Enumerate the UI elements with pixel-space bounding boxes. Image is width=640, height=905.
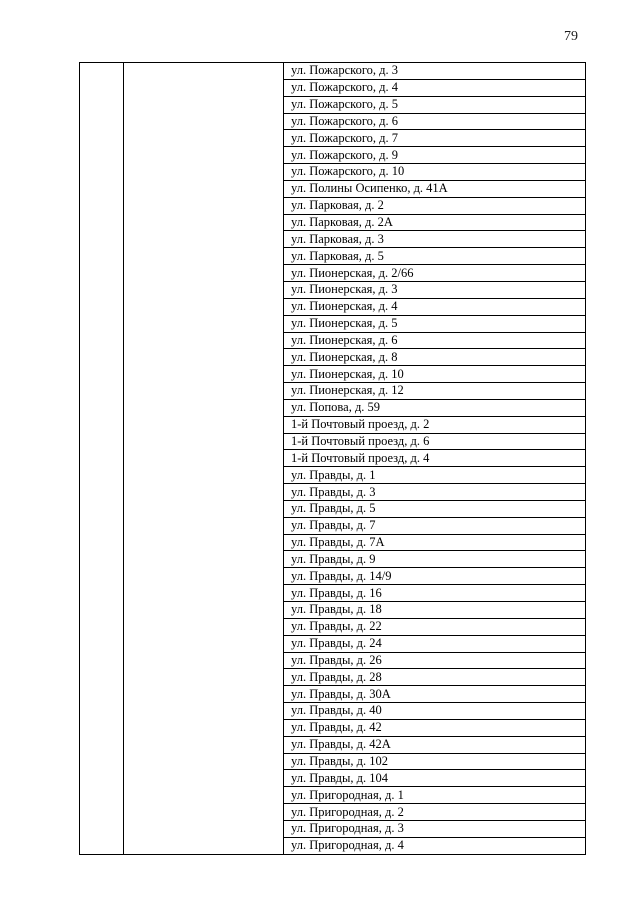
address-cell: ул. Пионерская, д. 12 bbox=[284, 383, 586, 400]
address-cell: ул. Правды, д. 9 bbox=[284, 551, 586, 568]
address-cell: ул. Пригородная, д. 4 bbox=[284, 837, 586, 854]
address-cell: ул. Пожарского, д. 6 bbox=[284, 113, 586, 130]
address-cell: ул. Правды, д. 7А bbox=[284, 534, 586, 551]
address-cell: ул. Пионерская, д. 4 bbox=[284, 298, 586, 315]
address-cell: ул. Правды, д. 30А bbox=[284, 686, 586, 703]
address-cell: ул. Пожарского, д. 7 bbox=[284, 130, 586, 147]
address-cell: 1-й Почтовый проезд, д. 4 bbox=[284, 450, 586, 467]
address-cell: ул. Правды, д. 14/9 bbox=[284, 568, 586, 585]
address-cell: ул. Правды, д. 28 bbox=[284, 669, 586, 686]
address-cell: ул. Пригородная, д. 2 bbox=[284, 804, 586, 821]
address-cell: ул. Пионерская, д. 10 bbox=[284, 366, 586, 383]
empty-cell-column-1 bbox=[80, 63, 124, 855]
address-cell: ул. Пожарского, д. 10 bbox=[284, 164, 586, 181]
address-cell: ул. Правды, д. 42А bbox=[284, 736, 586, 753]
address-cell: ул. Пожарского, д. 4 bbox=[284, 79, 586, 96]
address-cell: ул. Правды, д. 104 bbox=[284, 770, 586, 787]
empty-cell-column-2 bbox=[124, 63, 284, 855]
address-cell: ул. Правды, д. 3 bbox=[284, 484, 586, 501]
address-cell: ул. Пожарского, д. 5 bbox=[284, 96, 586, 113]
address-cell: ул. Правды, д. 24 bbox=[284, 635, 586, 652]
address-cell: ул. Пожарского, д. 3 bbox=[284, 63, 586, 80]
page-number: 79 bbox=[564, 29, 578, 44]
address-cell: 1-й Почтовый проезд, д. 2 bbox=[284, 416, 586, 433]
address-cell: ул. Пионерская, д. 3 bbox=[284, 281, 586, 298]
address-cell: ул. Пригородная, д. 1 bbox=[284, 787, 586, 804]
address-cell: ул. Правды, д. 42 bbox=[284, 719, 586, 736]
address-cell: ул. Правды, д. 16 bbox=[284, 585, 586, 602]
address-table-body bbox=[80, 63, 586, 855]
address-cell: ул. Пионерская, д. 8 bbox=[284, 349, 586, 366]
address-cell: ул. Парковая, д. 2А bbox=[284, 214, 586, 231]
address-table bbox=[79, 62, 586, 855]
address-cell: ул. Пионерская, д. 6 bbox=[284, 332, 586, 349]
address-cell: ул. Парковая, д. 2 bbox=[284, 197, 586, 214]
address-cell: 1-й Почтовый проезд, д. 6 bbox=[284, 433, 586, 450]
address-cell: ул. Правды, д. 22 bbox=[284, 618, 586, 635]
address-cell: ул. Правды, д. 1 bbox=[284, 467, 586, 484]
address-cell: ул. Пионерская, д. 2/66 bbox=[284, 265, 586, 282]
address-cell: ул. Правды, д. 102 bbox=[284, 753, 586, 770]
address-cell: ул. Пожарского, д. 9 bbox=[284, 147, 586, 164]
address-cell: ул. Правды, д. 5 bbox=[284, 500, 586, 517]
address-cell: ул. Полины Осипенко, д. 41А bbox=[284, 180, 586, 197]
address-cell: ул. Пионерская, д. 5 bbox=[284, 315, 586, 332]
address-cell: ул. Правды, д. 7 bbox=[284, 517, 586, 534]
address-cell: ул. Парковая, д. 3 bbox=[284, 231, 586, 248]
table-row bbox=[80, 63, 586, 80]
address-cell: ул. Попова, д. 59 bbox=[284, 399, 586, 416]
address-cell: ул. Парковая, д. 5 bbox=[284, 248, 586, 265]
address-cell: ул. Правды, д. 26 bbox=[284, 652, 586, 669]
address-cell: ул. Правды, д. 40 bbox=[284, 703, 586, 720]
address-cell: ул. Правды, д. 18 bbox=[284, 602, 586, 619]
address-cell: ул. Пригородная, д. 3 bbox=[284, 820, 586, 837]
